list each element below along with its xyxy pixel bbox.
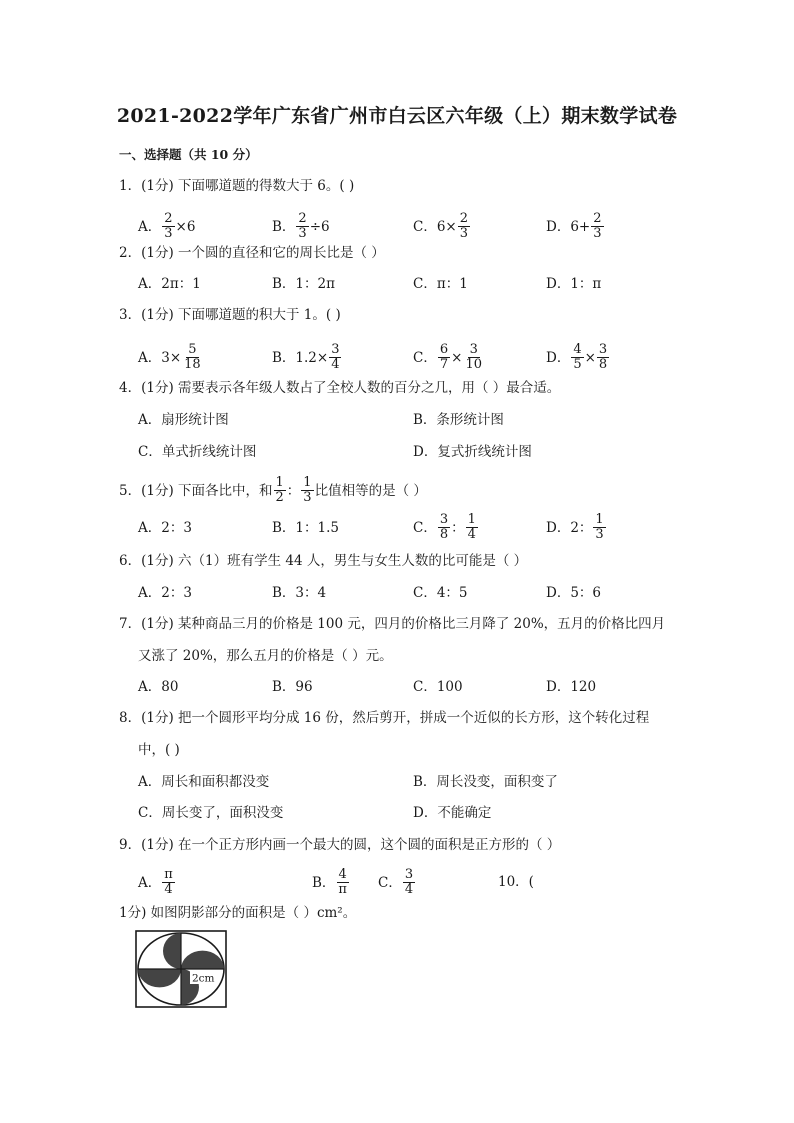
shaded-circle-figure: [135, 930, 227, 1008]
question-7-option-c[interactable]: C．100: [413, 679, 463, 695]
question-7-stem-line-1: 7．(1分) 某种商品三月的价格是 100 元，四月的价格比三月降了 20%，五月的价格比四月: [119, 616, 666, 632]
question-1-stem: 1．(1分) 下面哪道题的得数大于 6。( ): [119, 178, 355, 194]
question-5-stem: 5．(1分) 下面各比中，和 $\frac{1}{2}$ ： $\frac{1}{3}$ 比值相等的是（ ）: [119, 475, 427, 505]
question-3-stem: 3．(1分) 下面哪道题的积大于 1。( ): [119, 307, 341, 323]
question-4-option-b[interactable]: B．条形统计图: [413, 412, 504, 428]
question-2-stem: 2．(1分) 一个圆的直径和它的周长比是（ ）: [119, 245, 385, 261]
question-6-option-d[interactable]: D．5：6: [546, 585, 602, 601]
fraction: $\frac{2}{3}$: [164, 211, 173, 241]
fraction: $\frac{4}{5}$: [573, 342, 582, 372]
question-10-stem-start: 10．(: [498, 874, 534, 890]
fraction: $\frac{1}{3}$: [595, 512, 604, 542]
fraction: $\frac{2}{3}$: [298, 211, 307, 241]
fraction: $\frac{2}{3}$: [459, 211, 469, 241]
question-7-option-a[interactable]: A．80: [138, 679, 179, 695]
fraction: $\frac{1}{3}$: [303, 475, 312, 505]
question-5-option-b[interactable]: B．1：1.5: [272, 520, 339, 536]
question-9-option-c[interactable]: C． $\frac{3}{4}$: [378, 867, 414, 897]
question-5-option-c[interactable]: C． $\frac{3}{8}$ ： $\frac{1}{4}$: [413, 512, 476, 542]
question-1-option-a[interactable]: A． $\frac{2}{3}$ ×6: [138, 211, 196, 241]
shaded-region: [138, 969, 181, 987]
question-2-option-a[interactable]: A．2π：1: [138, 276, 201, 292]
question-3-option-a[interactable]: A．3× $\frac{5}{18}$: [138, 342, 201, 372]
fraction: $\frac{3}{8}$: [598, 342, 608, 372]
question-1-option-b[interactable]: B． $\frac{2}{3}$ ÷6: [272, 211, 330, 241]
fraction: $\frac{1}{2}$: [275, 475, 284, 505]
question-2-option-b[interactable]: B．1：2π: [272, 276, 335, 292]
question-3-option-d[interactable]: D． $\frac{4}{5}$ × $\frac{3}{8}$: [546, 342, 608, 372]
question-9-option-a[interactable]: A． $\frac{\pi}{4}$: [138, 867, 173, 897]
question-4-option-d[interactable]: D．复式折线统计图: [413, 444, 532, 460]
question-6-stem: 6．(1分) 六（1）班有学生 44 人，男生与女生人数的比可能是（ ）: [119, 553, 528, 569]
question-8-option-d[interactable]: D．不能确定: [413, 805, 492, 821]
question-10-stem: 1分) 如图阴影部分的面积是（ ）cm²。: [119, 905, 357, 921]
question-2-option-c[interactable]: C．π：1: [413, 276, 468, 292]
section-heading: 一、选择题（共 10 分）: [119, 147, 258, 162]
question-8-option-c[interactable]: C．周长变了，面积没变: [138, 805, 284, 821]
question-8-option-a[interactable]: A．周长和面积都没变: [138, 774, 270, 790]
question-7-stem-line-2: 又涨了 20%，那么五月的价格是（ ）元。: [138, 648, 393, 664]
question-4-option-a[interactable]: A．扇形统计图: [138, 412, 229, 428]
question-7-option-b[interactable]: B．96: [272, 679, 313, 695]
question-9-stem: 9．(1分) 在一个正方形内画一个最大的圆，这个圆的面积是正方形的（ ）: [119, 837, 561, 853]
fraction: $\frac{3}{4}$: [331, 342, 340, 372]
fraction: $\frac{\pi}{4}$: [164, 867, 173, 897]
question-9-option-b[interactable]: B． $\frac{4}{\pi}$: [312, 867, 347, 897]
shaded-region: [181, 951, 224, 969]
fraction: $\frac{6}{7}$: [439, 342, 449, 372]
page-title: 2021-2022学年广东省广州市白云区六年级（上）期末数学试卷: [116, 105, 678, 127]
question-6-option-b[interactable]: B．3：4: [272, 585, 327, 601]
question-8-stem-line-1: 8．(1分) 把一个圆形平均分成 16 份，然后剪开，拼成一个近似的长方形，这个转化过程: [119, 710, 650, 726]
question-4-option-c[interactable]: C．单式折线统计图: [138, 444, 257, 460]
question-10-figure: [135, 930, 227, 1012]
fraction: $\frac{3}{8}$: [439, 512, 449, 542]
question-3-option-c[interactable]: C． $\frac{6}{7}$ × $\frac{3}{10}$: [413, 342, 482, 372]
shaded-region: [163, 933, 181, 969]
question-8-option-b[interactable]: B．周长没变，面积变了: [413, 774, 558, 790]
fraction: $\frac{5}{18}$: [184, 342, 201, 372]
question-6-option-c[interactable]: C．4：5: [413, 585, 468, 601]
question-1-option-d[interactable]: D．6+ $\frac{2}{3}$: [546, 211, 602, 241]
fraction: $\frac{2}{3}$: [593, 211, 602, 241]
question-5-option-a[interactable]: A．2：3: [138, 520, 192, 536]
question-7-option-d[interactable]: D．120: [546, 679, 597, 695]
question-2-option-d[interactable]: D．1：π: [546, 276, 602, 292]
question-3-option-b[interactable]: B．1.2× $\frac{3}{4}$: [272, 342, 340, 372]
fraction: $\frac{1}{4}$: [467, 512, 476, 542]
question-1-option-c[interactable]: C．6× $\frac{2}{3}$: [413, 211, 469, 241]
question-4-stem: 4．(1分) 需要表示各年级人数占了全校人数的百分之几，用（ ）最合适。: [119, 380, 561, 396]
question-8-stem-line-2: 中，( ): [138, 742, 180, 758]
dimension-label: 2cm: [192, 972, 215, 985]
fraction: $\frac{4}{\pi}$: [338, 867, 347, 897]
question-5-option-d[interactable]: D．2： $\frac{1}{3}$: [546, 512, 604, 542]
fraction: $\frac{3}{10}$: [465, 342, 482, 372]
question-6-option-a[interactable]: A．2：3: [138, 585, 192, 601]
fraction: $\frac{3}{4}$: [404, 867, 414, 897]
